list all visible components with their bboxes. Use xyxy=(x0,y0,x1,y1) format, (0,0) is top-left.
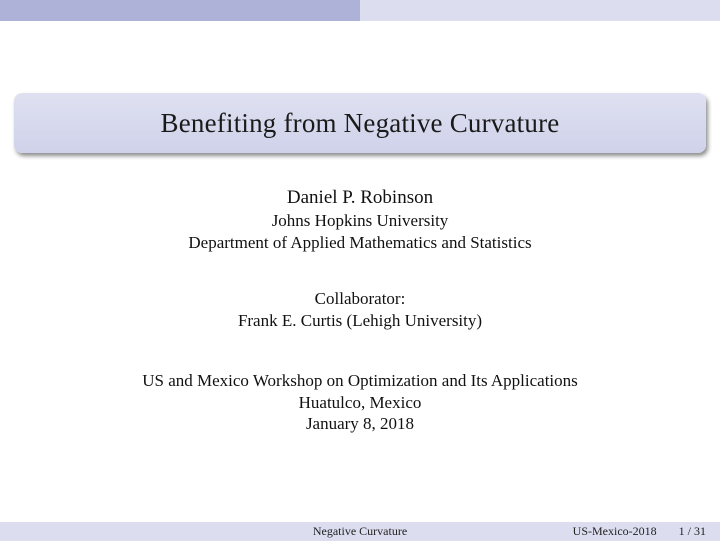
author-name: Daniel P. Robinson xyxy=(286,187,434,208)
event-block xyxy=(0,370,720,435)
event-date: January 8, 2018 xyxy=(305,414,415,433)
top-navigation-bar xyxy=(0,0,720,21)
footer-short-title: Negative Curvature xyxy=(312,524,408,538)
event-location: Huatulco, Mexico xyxy=(298,392,422,412)
title-box xyxy=(14,93,706,153)
collaborator-name: Frank E. Curtis (Lehigh University) xyxy=(237,310,483,330)
footer-middle xyxy=(240,522,480,541)
collaborator-block xyxy=(0,288,720,331)
event-name: US and Mexico Workshop on Optimization and Its Applications xyxy=(142,371,578,390)
footer-page-number: 1 / 31 xyxy=(678,524,706,538)
footer-bar xyxy=(0,522,720,541)
author-affiliation: Johns Hopkins University xyxy=(271,211,449,230)
footer-conference: US-Mexico-2018 xyxy=(572,524,657,538)
footer-left xyxy=(0,522,240,541)
author-block xyxy=(0,186,720,253)
nav-section-left xyxy=(0,0,360,21)
collaborator-label: Collaborator: xyxy=(314,289,406,308)
footer-right xyxy=(480,522,720,541)
author-department: Department of Applied Mathematics and Statistics xyxy=(188,232,532,252)
nav-section-right xyxy=(360,0,720,21)
slide-title: Benefiting from Negative Curvature xyxy=(160,107,560,138)
